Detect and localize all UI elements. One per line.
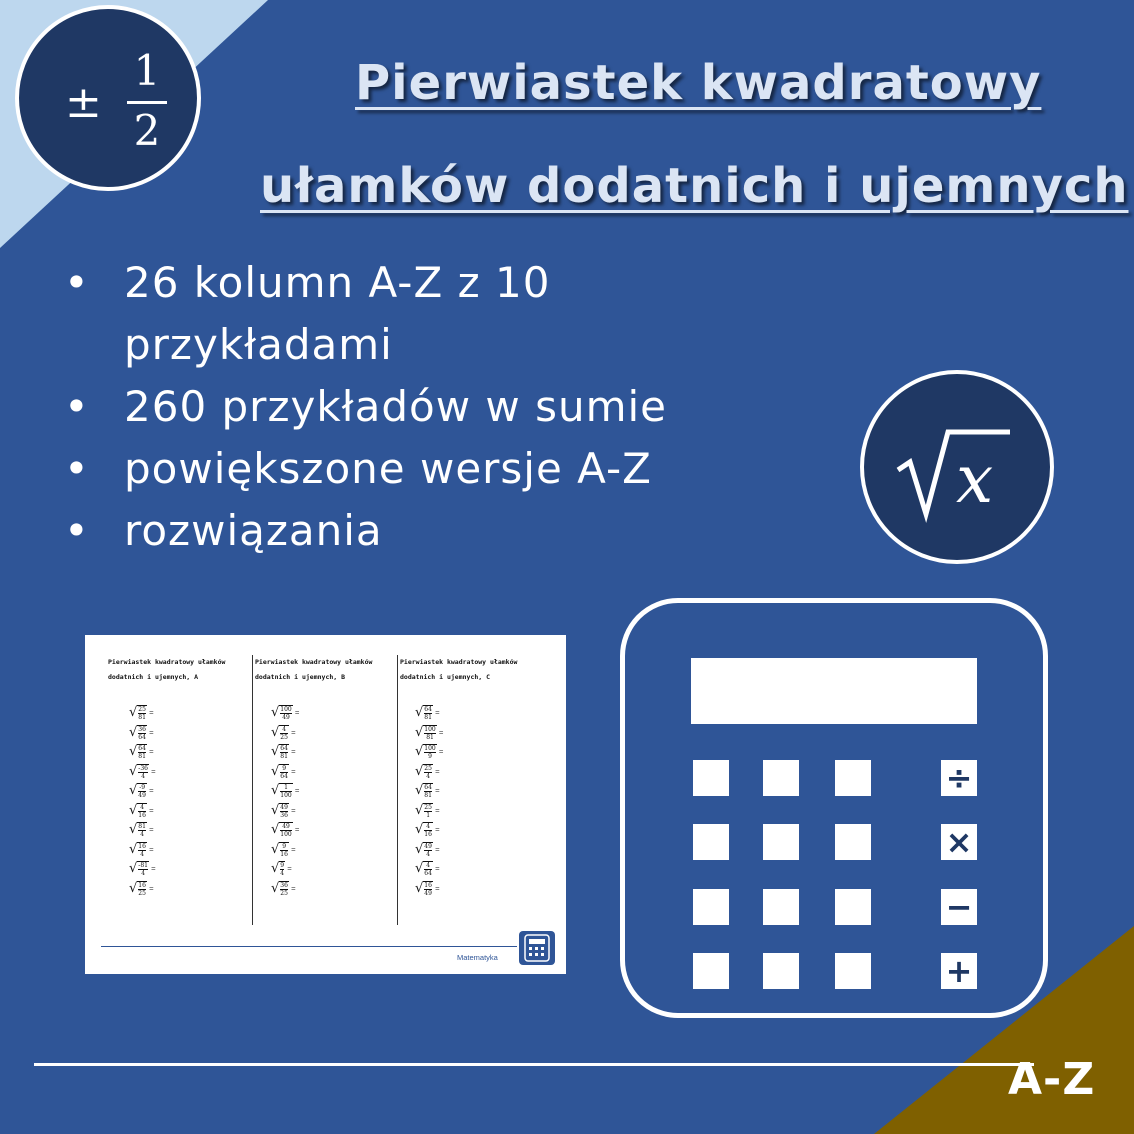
fraction-denominator: 64 xyxy=(280,772,288,780)
calculator-display xyxy=(691,658,977,724)
equals-sign: = xyxy=(148,768,156,775)
equals-sign: = xyxy=(146,787,154,795)
worksheet-example xyxy=(415,803,440,819)
fraction-denominator: 36 xyxy=(280,811,288,819)
column-divider xyxy=(252,655,253,925)
fraction xyxy=(423,822,433,838)
worksheet-example xyxy=(415,764,440,780)
worksheet-example xyxy=(271,705,300,721)
equals-sign: = xyxy=(432,865,440,873)
fraction-denominator: 2 xyxy=(133,106,161,155)
fraction-denominator: 4 xyxy=(141,870,146,877)
equals-sign: = xyxy=(148,865,156,873)
worksheet-column-b xyxy=(255,655,395,685)
radical-sign: √ xyxy=(271,841,280,857)
radical-sign: √ xyxy=(129,861,138,876)
bottom-divider xyxy=(34,1063,1034,1066)
worksheet-example xyxy=(415,881,440,897)
worksheet-example xyxy=(271,783,300,799)
fraction xyxy=(279,725,289,741)
fraction-denominator: 81 xyxy=(280,753,288,760)
worksheet-example xyxy=(271,881,296,897)
title-line-2: ułamków dodatnich i ujemnych xyxy=(260,158,1129,214)
multiply-icon: × xyxy=(941,824,977,860)
fraction-numerator: 100 xyxy=(424,725,436,733)
fraction-denominator: 81 xyxy=(426,733,434,741)
feature-list xyxy=(60,252,710,562)
radical-sign: √ xyxy=(271,705,280,720)
worksheet-column-a xyxy=(108,655,248,685)
radical-sign: √ xyxy=(129,783,138,798)
fraction-numerator: 64 xyxy=(280,745,288,752)
calculator-key xyxy=(693,760,729,796)
radical-sign: √ xyxy=(271,783,280,798)
fraction xyxy=(423,803,433,819)
radical-sign: √ xyxy=(271,880,280,896)
fraction-bar xyxy=(127,101,167,104)
worksheet-example xyxy=(271,803,296,819)
worksheet-column-c xyxy=(400,655,540,685)
column-divider xyxy=(397,655,398,925)
fraction xyxy=(137,783,147,799)
fraction-numerator: 100 xyxy=(424,745,436,752)
fraction-numerator: 64 xyxy=(424,784,432,791)
fraction-denominator: 4 xyxy=(280,870,285,877)
radical-sign: √ xyxy=(271,861,280,876)
equals-sign: = xyxy=(288,729,296,736)
radical-sign: √ xyxy=(415,763,424,779)
feature-item: • rozwiązania xyxy=(60,500,710,562)
worksheet-column-title: dodatnich i ujemnych, A xyxy=(108,673,199,681)
calculator-key xyxy=(763,953,799,989)
fraction-denominator: 25 xyxy=(138,889,146,897)
fraction-numerator: 49 xyxy=(424,842,432,850)
fraction-numerator: 36 xyxy=(138,725,146,733)
radical-sign: √ xyxy=(271,822,280,837)
equals-sign: = xyxy=(432,807,440,814)
calculator-key xyxy=(763,824,799,860)
fraction-denominator: 4 xyxy=(426,772,431,780)
calculator-key xyxy=(763,760,799,796)
worksheet-example xyxy=(271,861,292,877)
feature-item: • powiększone wersje A-Z xyxy=(60,438,710,500)
fraction xyxy=(137,842,147,858)
fraction-denominator: 16 xyxy=(280,850,288,858)
radical-sign: √ xyxy=(415,841,424,857)
equals-sign: = xyxy=(146,748,154,756)
fraction-numerator: 9 xyxy=(282,842,287,850)
fraction-numerator: 16 xyxy=(138,842,146,850)
worksheet-column-title: Pierwiastek kwadratowy ułamków xyxy=(400,658,518,666)
fraction-numerator: -36 xyxy=(138,764,148,772)
calculator-icon xyxy=(620,598,1048,1018)
calculator-key xyxy=(763,889,799,925)
worksheet-example xyxy=(129,881,154,897)
equals-sign: = xyxy=(432,846,440,853)
fraction-numerator: 49 xyxy=(280,803,288,811)
fraction xyxy=(137,764,149,780)
fraction xyxy=(423,725,436,741)
fraction xyxy=(279,705,292,721)
fraction-numerator: 4 xyxy=(282,725,287,733)
fraction-denominator: 25 xyxy=(280,889,288,897)
equals-sign: = xyxy=(285,865,293,873)
fraction-denominator: 100 xyxy=(280,792,292,799)
calculator-key xyxy=(693,953,729,989)
worksheet-example xyxy=(129,822,154,838)
equals-sign: = xyxy=(146,709,154,717)
radical-sign: √ xyxy=(129,744,138,759)
fraction xyxy=(423,744,436,760)
radical-sign: √ xyxy=(129,724,138,740)
fraction-denominator: 4 xyxy=(140,850,145,858)
fraction-numerator: 25 xyxy=(138,706,146,713)
fraction-denominator: 81 xyxy=(424,792,432,799)
worksheet-example xyxy=(415,725,444,741)
calculator-key xyxy=(693,824,729,860)
equals-sign: = xyxy=(292,709,300,717)
feature-item: • 260 przykładów w sumie xyxy=(60,376,710,438)
fraction xyxy=(279,764,289,780)
equals-sign: = xyxy=(288,885,296,892)
equals-sign: = xyxy=(146,807,154,814)
fraction-numerator: 81 xyxy=(138,823,146,830)
fraction-numerator: 36 xyxy=(280,881,288,889)
fraction-denominator: 1 xyxy=(426,811,431,819)
equals-sign: = xyxy=(288,807,296,814)
radical-sign: √ xyxy=(415,744,424,759)
radical-sign: √ xyxy=(415,822,424,837)
fraction-numerator: 9 xyxy=(282,764,287,772)
feature-item: • 26 kolumn A-Z z 10 przykładami xyxy=(60,252,710,376)
footer-line xyxy=(101,946,517,947)
square-root-icon xyxy=(860,370,1054,564)
fraction xyxy=(423,705,433,721)
worksheet-example xyxy=(415,842,440,858)
radical-sign: √ xyxy=(129,802,138,818)
equals-sign: = xyxy=(146,826,154,834)
calculator-logo-icon xyxy=(519,931,555,965)
fraction xyxy=(137,725,147,741)
fraction-numerator: 25 xyxy=(424,764,432,772)
fraction-denominator: 81 xyxy=(424,714,432,721)
fraction xyxy=(423,783,433,799)
calculator-key xyxy=(835,824,871,860)
worksheet-example xyxy=(129,861,156,877)
fraction-denominator: 49 xyxy=(138,792,146,799)
worksheet-example xyxy=(271,842,296,858)
fraction-badge xyxy=(15,5,201,191)
equals-sign: = xyxy=(146,729,154,736)
fraction-numerator: -81 xyxy=(138,862,148,869)
worksheet-example xyxy=(271,822,300,838)
plus-minus-sign: ± xyxy=(65,77,102,128)
worksheet-example xyxy=(271,725,296,741)
radical-sign: √ xyxy=(415,861,424,876)
fraction-numerator: 4 xyxy=(426,862,431,869)
fraction-numerator: 64 xyxy=(138,745,146,752)
fraction-numerator: 16 xyxy=(424,881,432,889)
equals-sign: = xyxy=(432,768,440,775)
worksheet-column-title: dodatnich i ujemnych, C xyxy=(400,673,491,681)
radical-sign: √ xyxy=(415,802,424,818)
equals-sign: = xyxy=(436,748,444,756)
fraction xyxy=(137,822,147,838)
radical-sign: √ xyxy=(129,705,138,720)
radical-sign: √ xyxy=(271,724,280,740)
equals-sign: = xyxy=(432,826,440,834)
fraction-numerator: 16 xyxy=(138,881,146,889)
fraction xyxy=(137,881,147,897)
calculator-key xyxy=(835,953,871,989)
fraction xyxy=(279,783,292,799)
worksheet-example xyxy=(129,744,154,760)
svg-text:x: x xyxy=(956,441,994,518)
radical-sign: √ xyxy=(415,705,424,720)
plus-icon: + xyxy=(941,953,977,989)
fraction-denominator: 100 xyxy=(280,831,292,838)
worksheet-example xyxy=(415,744,444,760)
worksheet-column-title: Pierwiastek kwadratowy ułamków xyxy=(108,658,226,666)
worksheet-example xyxy=(415,861,440,877)
equals-sign: = xyxy=(436,729,444,736)
radical-sign: √ xyxy=(129,841,138,857)
radical-sign: √ xyxy=(129,763,138,779)
fraction-denominator: 9 xyxy=(428,753,432,760)
worksheet-example xyxy=(129,803,154,819)
radical-sign: √ xyxy=(271,802,280,818)
equals-sign: = xyxy=(292,787,300,795)
minus-icon: − xyxy=(941,889,977,925)
fraction xyxy=(279,803,289,819)
worksheet-example xyxy=(129,725,154,741)
worksheet-column-title: dodatnich i ujemnych, B xyxy=(255,673,346,681)
fraction-denominator: 49 xyxy=(282,714,290,721)
radical-sign: √ xyxy=(271,744,280,759)
calculator-key xyxy=(835,760,871,796)
footer-text: Matematyka xyxy=(457,953,498,962)
worksheet-example xyxy=(271,744,296,760)
equals-sign: = xyxy=(146,846,154,853)
worksheet-example xyxy=(415,705,440,721)
fraction-numerator: 1 xyxy=(133,46,161,95)
fraction-numerator: 64 xyxy=(424,706,432,713)
fraction-denominator: 16 xyxy=(424,831,432,838)
corner-label: A-Z xyxy=(1008,1054,1096,1105)
fraction xyxy=(137,803,147,819)
fraction xyxy=(423,842,433,858)
title-line-1: Pierwiastek kwadratowy xyxy=(355,55,1042,111)
fraction-denominator: 64 xyxy=(138,733,146,741)
radical-sign: √ xyxy=(129,880,138,896)
fraction-numerator: 4 xyxy=(140,803,145,811)
fraction-denominator: 16 xyxy=(138,811,146,819)
equals-sign: = xyxy=(288,846,296,853)
fraction xyxy=(279,881,289,897)
fraction xyxy=(137,744,147,760)
fraction xyxy=(279,842,289,858)
radical-sign: √ xyxy=(271,763,280,779)
fraction-numerator: 9 xyxy=(280,862,285,869)
radical-sign: √ xyxy=(415,724,424,740)
radical-sign: √ xyxy=(129,822,138,837)
fraction-numerator: 49 xyxy=(282,823,290,830)
fraction xyxy=(279,744,289,760)
fraction-denominator: 25 xyxy=(280,733,288,741)
fraction xyxy=(423,764,433,780)
fraction xyxy=(423,881,433,897)
divide-icon: ÷ xyxy=(941,760,977,796)
fraction xyxy=(137,861,149,877)
fraction-denominator: 81 xyxy=(138,753,146,760)
fraction-numerator: 25 xyxy=(424,803,432,811)
equals-sign: = xyxy=(432,787,440,795)
fraction-numerator: -9 xyxy=(139,784,146,791)
fraction-denominator: 4 xyxy=(426,850,431,858)
worksheet-example xyxy=(129,764,156,780)
worksheet-example xyxy=(415,783,440,799)
fraction-numerator: 1 xyxy=(280,784,291,792)
equals-sign: = xyxy=(288,768,296,775)
equals-sign: = xyxy=(146,885,154,892)
fraction xyxy=(423,861,433,877)
worksheet-example xyxy=(129,842,154,858)
fraction-numerator: 100 xyxy=(280,706,292,713)
fraction-denominator: 49 xyxy=(424,889,432,897)
worksheet-column-title: Pierwiastek kwadratowy ułamków xyxy=(255,658,373,666)
fraction xyxy=(137,705,147,721)
equals-sign: = xyxy=(288,748,296,756)
fraction xyxy=(279,822,292,838)
fraction-denominator: 4 xyxy=(140,831,145,838)
equals-sign: = xyxy=(292,826,300,834)
fraction-denominator: 4 xyxy=(141,772,146,780)
radical-sign: √ xyxy=(415,880,424,896)
worksheet-example xyxy=(271,764,296,780)
equals-sign: = xyxy=(432,709,440,717)
fraction-denominator: 81 xyxy=(138,714,146,721)
fraction-denominator: 64 xyxy=(424,870,432,877)
worksheet-example xyxy=(129,705,154,721)
worksheet-example xyxy=(415,822,440,838)
radical-sign: √ xyxy=(415,783,424,798)
equals-sign: = xyxy=(432,885,440,892)
calculator-key xyxy=(693,889,729,925)
worksheet-preview xyxy=(85,635,566,974)
worksheet-example xyxy=(129,783,154,799)
fraction-numerator: 4 xyxy=(426,823,431,830)
calculator-key xyxy=(835,889,871,925)
